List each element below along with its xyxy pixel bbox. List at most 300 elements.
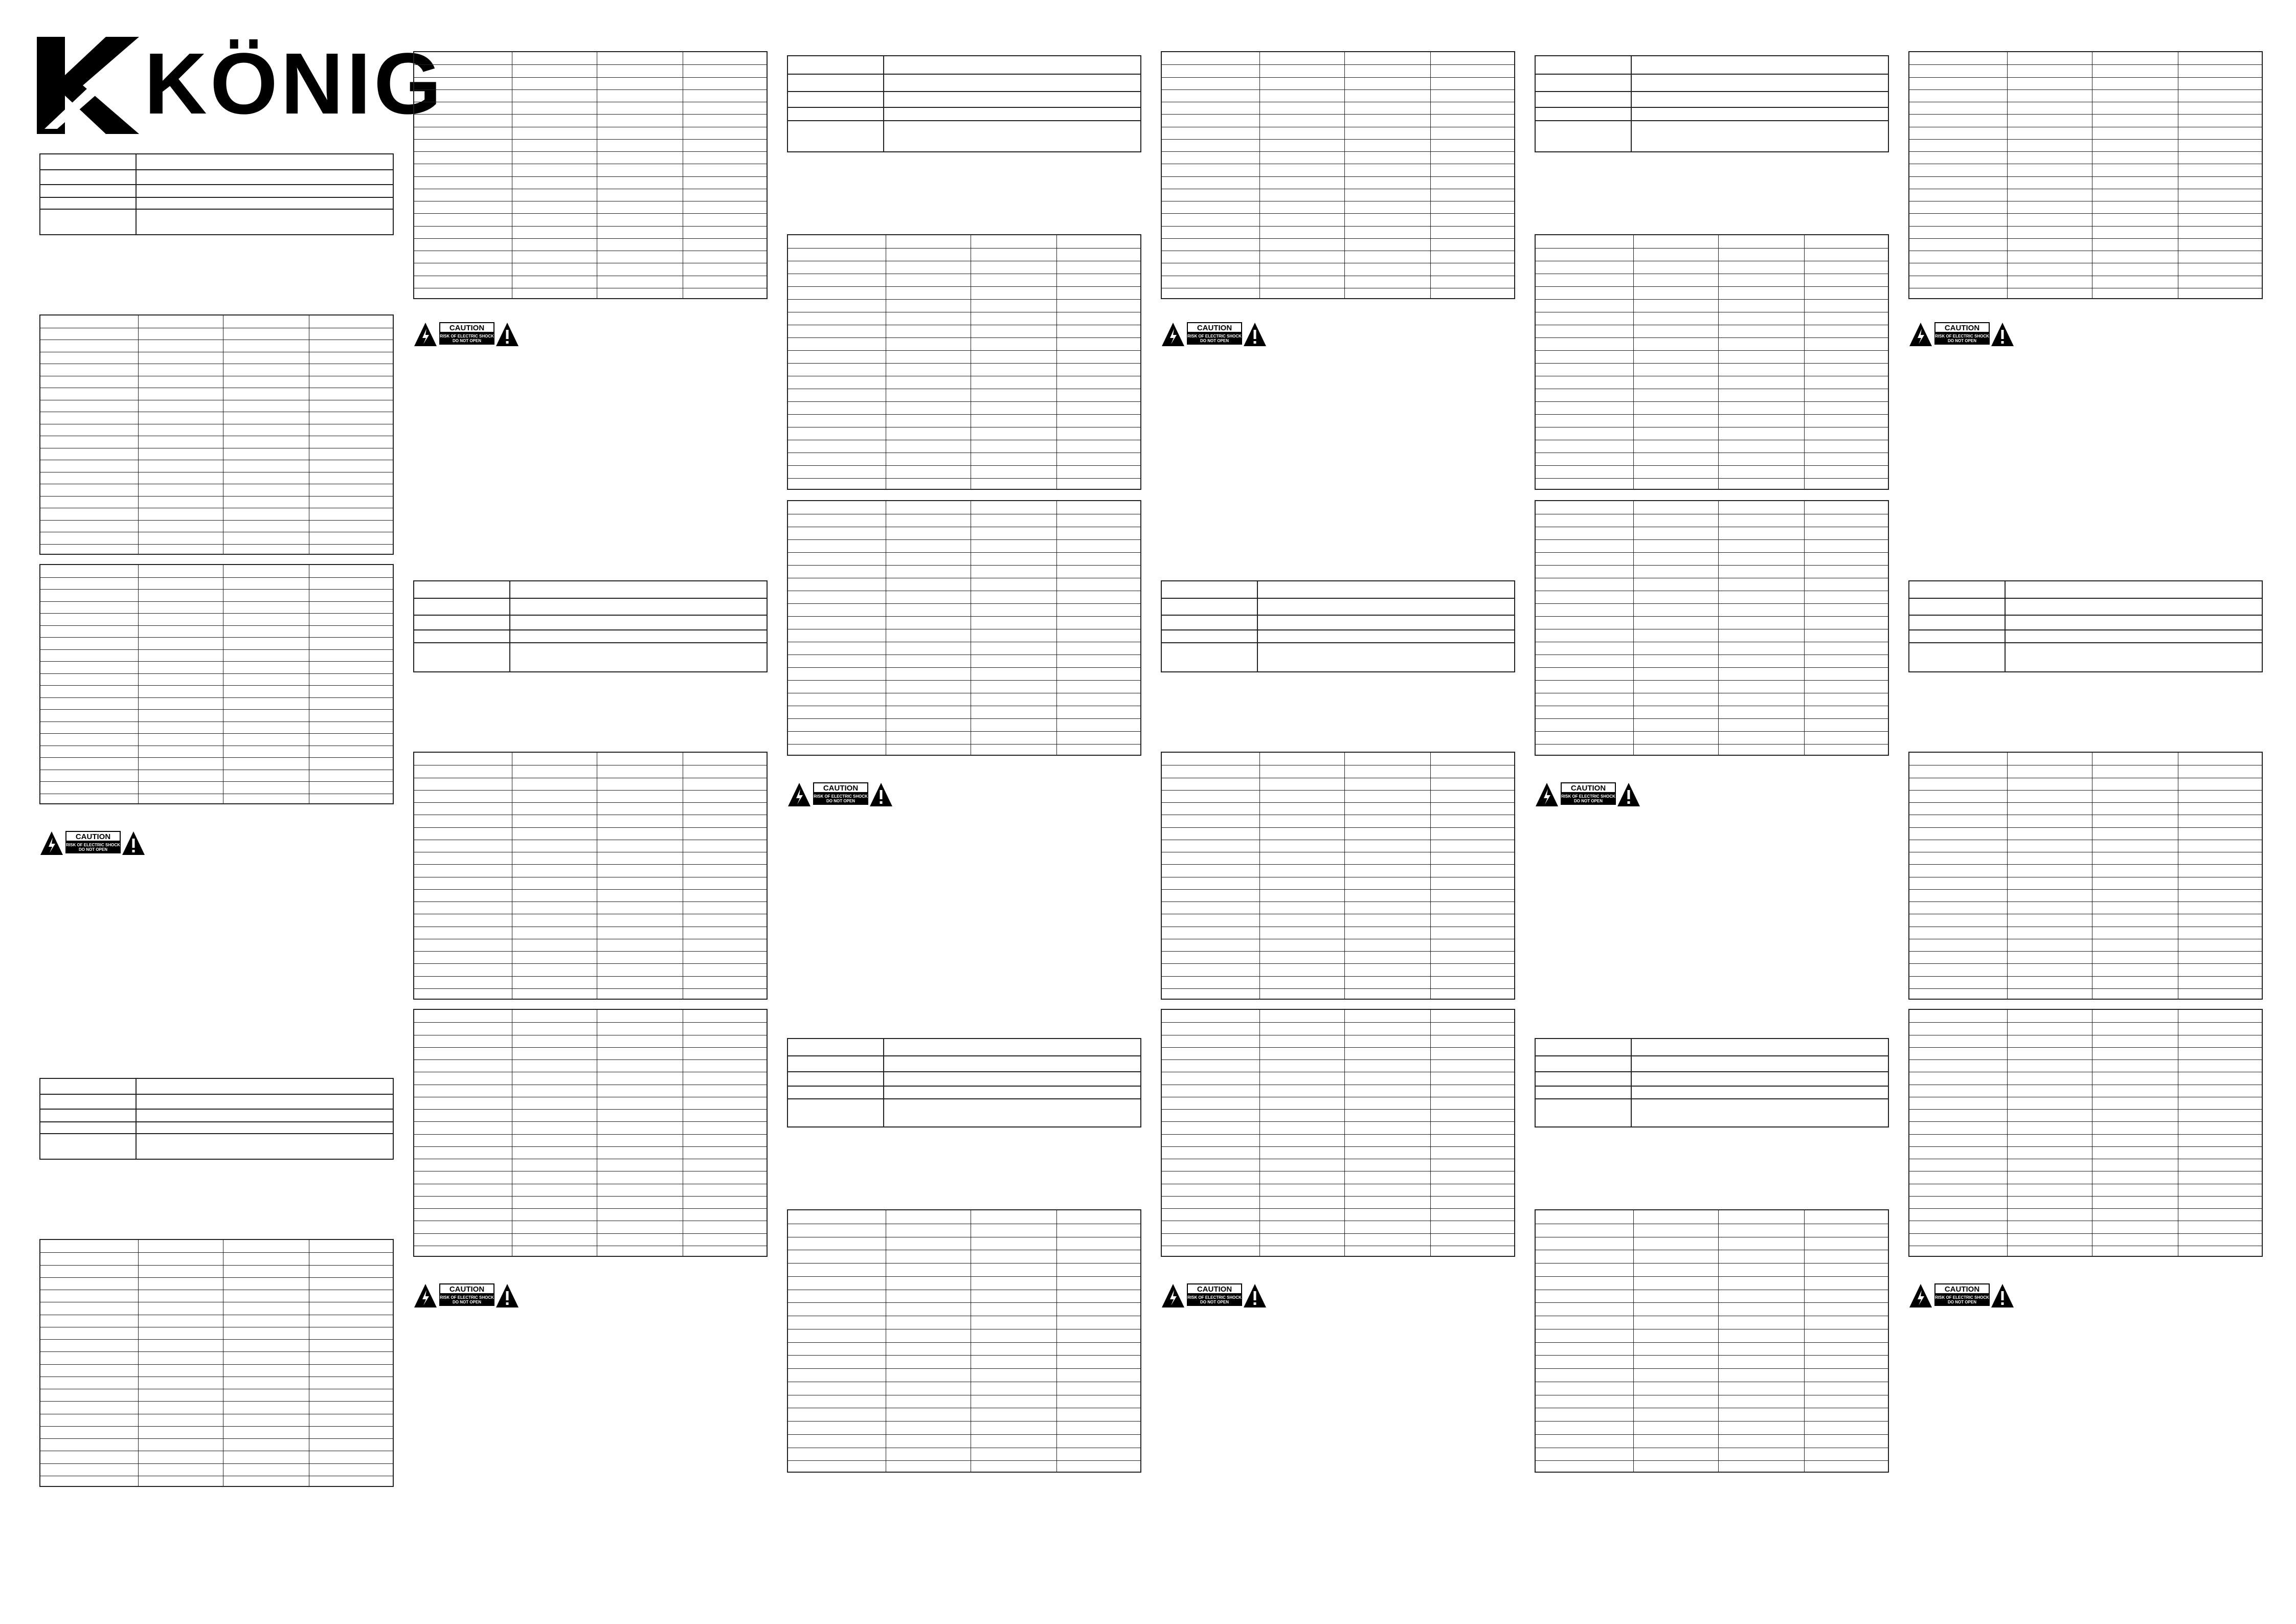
caution-graphic: [787, 780, 894, 808]
spec-table: [1908, 580, 2263, 672]
spec-table-divider: [883, 1039, 884, 1126]
spec-table-row: [1536, 74, 1888, 75]
spec-table-row: [1536, 107, 1888, 108]
parts-table-row: [788, 718, 1140, 719]
parts-table-row: [1536, 465, 1888, 466]
parts-table-row: [414, 790, 767, 791]
spec-table-row: [1909, 629, 2262, 630]
caution-line-2: DO NOT OPEN: [1200, 1300, 1229, 1304]
caution-label: [413, 1281, 521, 1310]
parts-table-row: [1536, 401, 1888, 402]
caution-graphic: [1908, 320, 2016, 348]
parts-table-row: [1909, 901, 2262, 902]
caution-line-2: DO NOT OPEN: [452, 339, 482, 343]
parts-table-row: [40, 1265, 393, 1266]
exclamation-triangle-icon: [1244, 1284, 1266, 1307]
lightning-triangle-icon: [1909, 1284, 1932, 1307]
spec-table: [413, 580, 768, 672]
exclamation-triangle-icon: [1991, 1284, 2014, 1307]
parts-table-row: [414, 988, 767, 989]
parts-table-divider: [1259, 1010, 1260, 1256]
parts-table-row: [788, 680, 1140, 681]
parts-table-row: [40, 649, 393, 650]
parts-table-row: [40, 1277, 393, 1278]
parts-table-row: [1162, 238, 1514, 239]
parts-table-row: [1909, 64, 2262, 65]
parts-table-row: [40, 1339, 393, 1340]
parts-table-row: [1909, 1121, 2262, 1122]
parts-table-row: [40, 673, 393, 674]
parts-table-divider: [1633, 1210, 1634, 1472]
caution-heading: CAUTION: [1944, 1285, 1980, 1294]
parts-table-row: [788, 1368, 1140, 1369]
parts-table-row: [1536, 1434, 1888, 1435]
parts-table-row: [1536, 1342, 1888, 1343]
parts-table: [1535, 234, 1889, 490]
parts-table-row: [1536, 539, 1888, 540]
caution-heading: CAUTION: [449, 324, 485, 332]
parts-table: [39, 1239, 394, 1487]
parts-table-divider: [1259, 753, 1260, 999]
parts-table-row: [1162, 790, 1514, 791]
parts-table-row: [788, 286, 1140, 287]
parts-table-row: [40, 757, 393, 758]
caution-heading: CAUTION: [75, 832, 111, 841]
parts-table-row: [788, 363, 1140, 364]
parts-table-row: [1162, 889, 1514, 890]
parts-table-row: [1162, 139, 1514, 140]
parts-table-row: [40, 685, 393, 686]
parts-table-row: [414, 1146, 767, 1147]
parts-table-row: [1909, 176, 2262, 177]
exclamation-triangle-icon: [1244, 323, 1266, 346]
parts-table-row: [788, 552, 1140, 553]
parts-table-row: [1536, 718, 1888, 719]
parts-table-row: [414, 889, 767, 890]
caution-heading: CAUTION: [823, 784, 859, 793]
konig-logo-mark: [37, 35, 445, 134]
spec-table-row: [414, 598, 767, 599]
parts-table-row: [1909, 89, 2262, 90]
parts-table-row: [414, 827, 767, 828]
spec-table: [39, 153, 394, 235]
spec-table-row: [1909, 615, 2262, 616]
parts-table-divider: [1056, 501, 1057, 755]
parts-table-row: [1536, 299, 1888, 300]
caution-label: [413, 320, 521, 348]
exclamation-triangle-icon: [870, 783, 892, 806]
caution-label: [1908, 1281, 2016, 1310]
parts-table-row: [40, 637, 393, 638]
parts-table-row: [414, 1109, 767, 1110]
parts-table-row: [40, 613, 393, 614]
parts-table-row: [40, 496, 393, 497]
parts-table-row: [1162, 988, 1514, 989]
spec-table-row: [40, 169, 393, 170]
parts-table-row: [788, 1263, 1140, 1264]
parts-table-row: [414, 1022, 767, 1023]
parts-table-divider: [1633, 501, 1634, 755]
parts-table-divider: [1633, 235, 1634, 489]
parts-table-row: [414, 213, 767, 214]
parts-table-row: [788, 248, 1140, 249]
parts-table-row: [1909, 238, 2262, 239]
parts-table-row: [414, 1047, 767, 1048]
parts-table: [413, 752, 768, 1000]
parts-table-row: [788, 414, 1140, 415]
parts-table-row: [40, 1252, 393, 1253]
parts-table-row: [1909, 827, 2262, 828]
parts-table-row: [1909, 976, 2262, 977]
lightning-triangle-icon: [1162, 1284, 1184, 1307]
caution-label: [1535, 780, 1642, 808]
spec-table-row: [1909, 642, 2262, 643]
parts-table-row: [40, 733, 393, 734]
parts-table-row: [40, 520, 393, 521]
caution-line-1: RISK OF ELECTRIC SHOCK: [814, 794, 868, 799]
spec-table-row: [1909, 598, 2262, 599]
caution-graphic: [1161, 320, 1268, 348]
parts-table-row: [1909, 139, 2262, 140]
parts-table-divider: [1804, 501, 1805, 755]
parts-table: [787, 500, 1141, 756]
spec-table: [1535, 55, 1889, 152]
parts-table-row: [1909, 1196, 2262, 1197]
parts-table-row: [1536, 731, 1888, 732]
spec-table-row: [1162, 598, 1514, 599]
parts-table-row: [1536, 414, 1888, 415]
spec-table-row: [40, 197, 393, 198]
parts-table-row: [788, 539, 1140, 540]
caution-line-2: DO NOT OPEN: [78, 847, 108, 852]
parts-table-row: [1909, 213, 2262, 214]
parts-table-row: [1162, 1233, 1514, 1234]
parts-table-row: [1536, 744, 1888, 745]
parts-table-divider: [1056, 1210, 1057, 1472]
caution-heading: CAUTION: [1197, 1285, 1232, 1294]
parts-table-row: [414, 1121, 767, 1122]
parts-table-row: [1909, 951, 2262, 952]
parts-table-row: [1536, 1276, 1888, 1277]
parts-table-row: [1162, 1196, 1514, 1197]
parts-table-row: [1162, 226, 1514, 227]
parts-table-row: [1536, 337, 1888, 338]
parts-table-row: [788, 1460, 1140, 1461]
parts-table-row: [40, 625, 393, 626]
parts-table-row: [788, 465, 1140, 466]
parts-table-row: [1909, 77, 2262, 78]
spec-table-row: [40, 209, 393, 210]
parts-table: [1161, 752, 1515, 1000]
spec-table-row: [788, 91, 1140, 92]
parts-table-row: [414, 89, 767, 90]
spec-table-row: [1536, 1086, 1888, 1087]
parts-table-row: [788, 1434, 1140, 1435]
caution-line-1: RISK OF ELECTRIC SHOCK: [1561, 794, 1615, 799]
parts-table: [1908, 752, 2263, 1000]
spec-table-row: [1162, 629, 1514, 630]
parts-table-row: [1909, 1208, 2262, 1209]
parts-table-row: [414, 963, 767, 964]
spec-table-divider: [1631, 56, 1632, 151]
spec-table-divider: [1631, 1039, 1632, 1126]
parts-table-row: [40, 601, 393, 602]
caution-heading: CAUTION: [1944, 324, 1980, 332]
spec-table-row: [40, 1121, 393, 1122]
parts-table: [1161, 51, 1515, 299]
parts-table-row: [1909, 1047, 2262, 1048]
parts-table-divider: [2007, 753, 2008, 999]
spec-table-row: [1162, 615, 1514, 616]
parts-table-divider: [1344, 52, 1345, 298]
parts-table-row: [788, 299, 1140, 300]
exclamation-triangle-icon: [496, 323, 519, 346]
parts-table-row: [414, 1233, 767, 1234]
parts-table-row: [1536, 286, 1888, 287]
caution-graphic: [413, 320, 521, 348]
parts-table-row: [1909, 1146, 2262, 1147]
caution-graphic: [413, 1281, 521, 1310]
parts-table-row: [1162, 901, 1514, 902]
parts-table-row: [1162, 1208, 1514, 1209]
spec-table-divider: [509, 581, 510, 671]
parts-table-row: [1909, 114, 2262, 115]
parts-table-divider: [1344, 1010, 1345, 1256]
parts-table-row: [1162, 151, 1514, 152]
parts-table-divider: [1718, 235, 1719, 489]
spec-table-row: [1536, 1098, 1888, 1099]
caution-line-2: DO NOT OPEN: [452, 1300, 482, 1304]
parts-table-row: [1162, 1134, 1514, 1135]
spec-table-row: [1536, 120, 1888, 121]
parts-table-divider: [1430, 753, 1431, 999]
spec-table: [787, 1038, 1141, 1127]
parts-table-row: [1162, 1121, 1514, 1122]
lightning-triangle-icon: [788, 783, 811, 806]
parts-table-divider: [2007, 1010, 2008, 1256]
parts-table-row: [788, 667, 1140, 668]
spec-table-row: [788, 1086, 1140, 1087]
spec-table: [787, 55, 1141, 152]
parts-table-row: [1909, 1109, 2262, 1110]
parts-table-row: [1162, 77, 1514, 78]
caution-line-2: DO NOT OPEN: [826, 799, 856, 803]
parts-table-row: [1536, 1421, 1888, 1422]
parts-table-row: [414, 114, 767, 115]
parts-table: [1161, 1009, 1515, 1257]
parts-table-row: [1536, 350, 1888, 351]
parts-table-row: [40, 589, 393, 590]
parts-table-row: [1536, 248, 1888, 249]
spec-table-row: [40, 1094, 393, 1095]
spec-table-row: [1536, 1071, 1888, 1072]
lightning-triangle-icon: [1536, 783, 1558, 806]
parts-table-row: [40, 781, 393, 782]
parts-table-row: [1536, 680, 1888, 681]
parts-table-row: [414, 151, 767, 152]
parts-table-row: [788, 1355, 1140, 1356]
spec-table-row: [40, 184, 393, 185]
parts-table: [1535, 1209, 1889, 1473]
spec-table-row: [1536, 1055, 1888, 1056]
parts-table-row: [788, 1421, 1140, 1422]
parts-table-row: [1536, 1302, 1888, 1303]
caution-label: [787, 780, 894, 808]
caution-graphic: [1161, 1281, 1268, 1310]
parts-table-row: [40, 1364, 393, 1365]
parts-table-row: [414, 176, 767, 177]
parts-table-row: [788, 616, 1140, 617]
caution-line-1: RISK OF ELECTRIC SHOCK: [1187, 1295, 1242, 1300]
parts-table-divider: [1718, 1210, 1719, 1472]
parts-table-row: [1162, 1109, 1514, 1110]
parts-table-row: [1162, 1059, 1514, 1060]
parts-table-row: [40, 1351, 393, 1352]
parts-table-row: [1909, 226, 2262, 227]
parts-table-row: [788, 565, 1140, 566]
spec-table-row: [788, 1071, 1140, 1072]
parts-table: [413, 1009, 768, 1257]
parts-table-row: [414, 802, 767, 803]
caution-line-2: DO NOT OPEN: [1947, 339, 1977, 343]
parts-table: [1908, 1009, 2263, 1257]
lightning-triangle-icon: [414, 323, 437, 346]
lightning-triangle-icon: [1162, 323, 1184, 346]
parts-table-row: [414, 864, 767, 865]
spec-table-row: [414, 615, 767, 616]
parts-table: [39, 564, 394, 804]
parts-table-row: [788, 1302, 1140, 1303]
parts-table-row: [1162, 827, 1514, 828]
parts-table-divider: [1344, 753, 1345, 999]
konig-logo: [37, 35, 445, 134]
spec-table-divider: [883, 56, 884, 151]
parts-table-row: [1536, 667, 1888, 668]
parts-table-row: [414, 64, 767, 65]
parts-table-row: [1162, 864, 1514, 865]
parts-table-divider: [1056, 235, 1057, 489]
caution-line-2: DO NOT OPEN: [1947, 1300, 1977, 1304]
parts-table-row: [788, 603, 1140, 604]
parts-table-divider: [1430, 1010, 1431, 1256]
caution-heading: CAUTION: [1570, 784, 1606, 793]
parts-table-row: [1536, 603, 1888, 604]
spec-table-row: [1162, 642, 1514, 643]
caution-line-1: RISK OF ELECTRIC SHOCK: [1935, 1295, 1989, 1300]
spec-table-row: [1536, 91, 1888, 92]
parts-table-divider: [1804, 1210, 1805, 1472]
spec-table: [1535, 1038, 1889, 1127]
parts-table-row: [1162, 89, 1514, 90]
caution-line-1: RISK OF ELECTRIC SHOCK: [1935, 334, 1989, 339]
parts-table-row: [788, 350, 1140, 351]
caution-line-1: RISK OF ELECTRIC SHOCK: [440, 1295, 494, 1300]
parts-table-row: [1162, 976, 1514, 977]
exclamation-triangle-icon: [496, 1284, 519, 1307]
parts-table-row: [1909, 864, 2262, 865]
caution-line-1: RISK OF ELECTRIC SHOCK: [1187, 334, 1242, 339]
parts-table-row: [1162, 1022, 1514, 1023]
parts-table-row: [1162, 213, 1514, 214]
brand-name: KÖNIG: [144, 35, 445, 132]
spec-table-divider: [1257, 581, 1258, 671]
spec-table-row: [788, 74, 1140, 75]
spec-table: [39, 1078, 394, 1160]
parts-table-row: [40, 709, 393, 710]
lightning-triangle-icon: [414, 1284, 437, 1307]
parts-table-row: [414, 1208, 767, 1209]
parts-table: [787, 1209, 1141, 1473]
parts-table-row: [788, 1342, 1140, 1343]
parts-table-row: [40, 1438, 393, 1439]
parts-table-row: [414, 901, 767, 902]
parts-table-row: [414, 1059, 767, 1060]
parts-table-row: [1536, 565, 1888, 566]
parts-table-row: [1536, 363, 1888, 364]
parts-table-row: [40, 1401, 393, 1402]
parts-table-row: [414, 226, 767, 227]
spec-table: [1161, 580, 1515, 672]
parts-table-row: [1162, 1146, 1514, 1147]
caution-line-1: RISK OF ELECTRIC SHOCK: [440, 334, 494, 339]
caution-graphic: [1535, 780, 1642, 808]
spec-table-row: [788, 1055, 1140, 1056]
parts-table-divider: [1718, 501, 1719, 755]
parts-table-row: [40, 1426, 393, 1427]
parts-table-row: [1909, 1233, 2262, 1234]
spec-table-row: [414, 642, 767, 643]
caution-line-1: RISK OF ELECTRIC SHOCK: [66, 843, 120, 847]
parts-table-divider: [1804, 235, 1805, 489]
parts-table-row: [1536, 616, 1888, 617]
parts-table-row: [1162, 963, 1514, 964]
exclamation-triangle-icon: [1617, 783, 1640, 806]
parts-table-row: [1536, 1368, 1888, 1369]
spec-table-row: [788, 1098, 1140, 1099]
parts-table-row: [788, 478, 1140, 479]
caution-heading: CAUTION: [449, 1285, 485, 1294]
parts-table-row: [40, 1463, 393, 1464]
parts-table-row: [1909, 802, 2262, 803]
parts-table-row: [40, 661, 393, 662]
parts-table-row: [414, 951, 767, 952]
parts-table-row: [1536, 1355, 1888, 1356]
spec-table-divider: [2005, 581, 2006, 671]
parts-table-row: [1536, 1263, 1888, 1264]
caution-label: [1161, 320, 1268, 348]
parts-table-row: [414, 77, 767, 78]
caution-label: [1908, 320, 2016, 348]
parts-table-row: [1162, 802, 1514, 803]
parts-table-row: [1536, 552, 1888, 553]
parts-table-row: [788, 337, 1140, 338]
parts-table-row: [788, 744, 1140, 745]
parts-table-divider: [138, 315, 139, 554]
parts-table-row: [40, 577, 393, 578]
parts-table-row: [40, 721, 393, 722]
parts-table-row: [414, 1196, 767, 1197]
spec-table-divider: [136, 154, 137, 234]
spec-table-divider: [136, 1079, 137, 1159]
parts-table-divider: [138, 1240, 139, 1486]
lightning-triangle-icon: [1909, 323, 1932, 346]
spec-table-row: [414, 629, 767, 630]
spec-table-row: [40, 1133, 393, 1134]
parts-table-row: [414, 139, 767, 140]
parts-table-row: [1909, 790, 2262, 791]
parts-table-row: [414, 238, 767, 239]
parts-table-row: [1909, 889, 2262, 890]
